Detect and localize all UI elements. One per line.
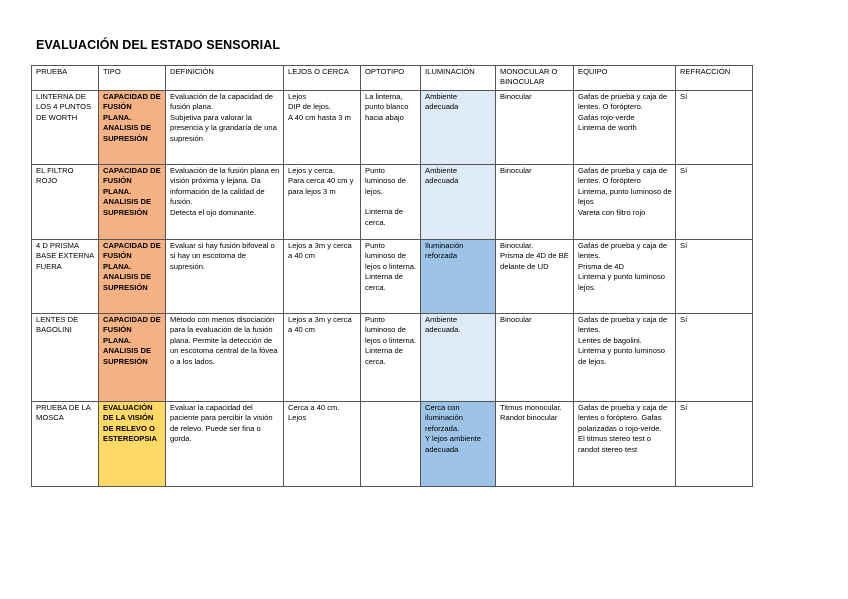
header-tipo: TIPO (99, 66, 166, 91)
cell-tipo: CAPACIDAD DE FUSIÓN PLANA. ANALISIS DE SUPRESIÓN (99, 165, 166, 240)
header-equipo: EQUIPO (574, 66, 676, 91)
cell-prueba: 4 D PRISMA BASE EXTERNA FUERA (32, 240, 99, 314)
sensory-evaluation-table (31, 65, 753, 487)
cell-optotipo: Punto luminoso de lejos o linterna. Linterna de cerca. (361, 314, 421, 402)
header-iluminacion: ILUMINACIÓN (421, 66, 496, 91)
cell-optotipo (361, 402, 421, 487)
cell-prueba: LINTERNA DE LOS 4 PUNTOS DE WORTH (32, 91, 99, 165)
cell-equipo: Gafas de prueba y caja de lentes. O foróptero Linterna, punto luminoso de lejos Vareta con filtro rojo (574, 165, 676, 240)
cell-lejos-cerca: Lejos a 3m y cerca a 40 cm (284, 314, 361, 402)
table-row (32, 402, 753, 487)
cell-iluminacion: Ambiente adecuada. (421, 314, 496, 402)
cell-optotipo: Punto luminoso de lejos o linterna. Linterna de cerca. (361, 240, 421, 314)
header-optotipo: OPTOTIPO (361, 66, 421, 91)
cell-refraccion: Sí (676, 91, 753, 165)
cell-tipo: CAPACIDAD DE FUSIÓN PLANA. ANALISIS DE SUPRESIÓN (99, 314, 166, 402)
cell-definicion: Evaluar si hay fusión bifoveal o si hay un escotoma de supresión. (166, 240, 284, 314)
header-refraccion: REFRACCIÓN (676, 66, 753, 91)
cell-lejos-cerca: Lejos a 3m y cerca a 40 cm (284, 240, 361, 314)
table-header-row (32, 66, 753, 91)
cell-definicion: Evaluación de la capacidad de fusión plana. Subjetiva para valorar la presencia y la grandaría de una supresión (166, 91, 284, 165)
cell-optotipo: Punto luminoso de lejos. Linterna de cerca. (361, 165, 421, 240)
cell-refraccion: Sí (676, 402, 753, 487)
cell-monocular-binocular: Binocular (496, 91, 574, 165)
cell-tipo: CAPACIDAD DE FUSIÓN PLANA. ANALISIS DE SUPRESIÓN (99, 91, 166, 165)
cell-equipo: Gafas de prueba y caja de lentes. Prisma de 4D Linterna y punto luminoso lejos. (574, 240, 676, 314)
cell-equipo: Gafas de prueba y caja de lentes. Lentes de bagolini. Linterna y punto luminoso de lejos. (574, 314, 676, 402)
cell-refraccion: Sí (676, 165, 753, 240)
cell-optotipo: La linterna, punto blanco hacia abajo (361, 91, 421, 165)
cell-iluminacion: Ambiente adecuada (421, 165, 496, 240)
header-lejos-cerca: LEJOS O CERCA (284, 66, 361, 91)
cell-definicion: Método con menos disociación para la evaluación de la fusión plana. Permite la detección de un escotoma central de la fóvea o a los lados. (166, 314, 284, 402)
cell-prueba: LENTES DE BAGOLINI (32, 314, 99, 402)
cell-refraccion: Sí (676, 240, 753, 314)
header-definicion: DEFINICIÓN (166, 66, 284, 91)
cell-lejos-cerca: Lejos y cerca. Para cerca 40 cm y para lejos 3 m (284, 165, 361, 240)
cell-equipo: Gafas de prueba y caja de lentes o foróptero. Gafas polarizadas o rojo-verde. El titmus stereo test o randot stereo test (574, 402, 676, 487)
cell-monocular-binocular: Binocular (496, 314, 574, 402)
cell-iluminacion: Iluminación reforzada (421, 240, 496, 314)
cell-tipo: EVALUACIÓN DE LA VISIÓN DE RELEVO O ESTEREOPSIA (99, 402, 166, 487)
table-row (32, 240, 753, 314)
table-row (32, 165, 753, 240)
cell-monocular-binocular: Binocular. Prisma de 4D de BE delante de UD (496, 240, 574, 314)
table-row (32, 314, 753, 402)
cell-prueba: EL FILTRO ROJO (32, 165, 99, 240)
cell-monocular-binocular: Titmus monocular. Randot binocular (496, 402, 574, 487)
cell-tipo: CAPACIDAD DE FUSIÓN PLANA. ANALISIS DE SUPRESIÓN (99, 240, 166, 314)
cell-refraccion: Sí (676, 314, 753, 402)
cell-equipo: Gafas de prueba y caja de lentes. O foróptero. Gafas rojo-verde Linterna de worth (574, 91, 676, 165)
cell-iluminacion: Cerca con iluminación reforzada. Y lejos ambiente adecuada (421, 402, 496, 487)
cell-lejos-cerca: Lejos DIP de lejos. A 40 cm hasta 3 m (284, 91, 361, 165)
cell-iluminacion: Ambiente adecuada (421, 91, 496, 165)
cell-lejos-cerca: Cerca a 40 cm. Lejos (284, 402, 361, 487)
cell-definicion: Evaluación de la fusión plana en visión próxima y lejana. Da información de la calidad de fusión. Detecta el ojo dominante. (166, 165, 284, 240)
cell-monocular-binocular: Binocular (496, 165, 574, 240)
header-monocular-binocular: MONOCULAR O BINOCULAR (496, 66, 574, 91)
header-prueba: PRUEBA (32, 66, 99, 91)
cell-definicion: Evaluar la capacidad del paciente para percibir la visión de relevo. Puede ser fina o gorda. (166, 402, 284, 487)
cell-prueba: PRUEBA DE LA MOSCA (32, 402, 99, 487)
table-row (32, 91, 753, 165)
page-title: EVALUACIÓN DEL ESTADO SENSORIAL (36, 38, 281, 52)
